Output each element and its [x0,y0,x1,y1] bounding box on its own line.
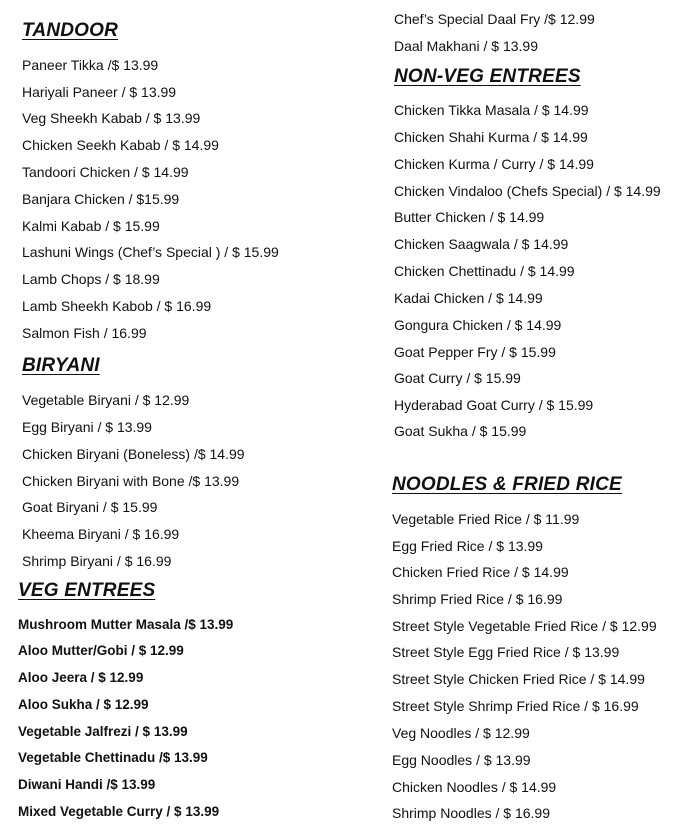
menu-item: Lashuni Wings (Chef’s Special ) / $ 15.99 [22,244,279,260]
menu-item: Shrimp Fried Rice / $ 16.99 [392,591,563,607]
menu-item: Kalmi Kabab / $ 15.99 [22,218,160,234]
menu-item: Goat Curry / $ 15.99 [394,370,521,386]
menu-item: Street Style Vegetable Fried Rice / $ 12.99 [392,618,657,634]
menu-item: Hariyali Paneer / $ 13.99 [22,84,177,100]
tandoor-heading: TANDOOR [22,20,119,41]
menu-item: Paneer Tikka /$ 13.99 [22,57,159,73]
menu-item: Chicken Biryani with Bone /$ 13.99 [22,473,240,489]
menu-item: Kadai Chicken / $ 14.99 [394,290,543,306]
menu-item: Goat Sukha / $ 15.99 [394,423,527,439]
menu-item: Aloo Sukha / $ 12.99 [18,697,149,712]
menu-item: Chicken Chettinadu / $ 14.99 [394,263,575,279]
menu-item: Vegetable Jalfrezi / $ 13.99 [18,724,188,739]
menu-item: Goat Pepper Fry / $ 15.99 [394,344,556,360]
menu-item: Hyderabad Goat Curry / $ 15.99 [394,397,594,413]
menu-item: Chicken Kurma / Curry / $ 14.99 [394,156,594,172]
menu-item: Egg Noodles / $ 13.99 [392,752,531,768]
non-veg-entrees-heading: NON-VEG ENTREES [394,66,581,87]
menu-item: Chef’s Special Daal Fry /$ 12.99 [394,11,595,27]
biryani-heading: BIRYANI [22,355,100,376]
menu-item: Street Style Shrimp Fried Rice / $ 16.99 [392,698,639,714]
menu-item: Chicken Seekh Kabab / $ 14.99 [22,137,219,153]
menu-item: Street Style Egg Fried Rice / $ 13.99 [392,644,620,660]
menu-item: Chicken Tikka Masala / $ 14.99 [394,102,589,118]
menu-item: Kheema Biryani / $ 16.99 [22,526,180,542]
menu-item: Chicken Noodles / $ 14.99 [392,779,557,795]
menu-item: Salmon Fish / 16.99 [22,325,147,341]
menu-item: Chicken Saagwala / $ 14.99 [394,236,569,252]
menu-item: Vegetable Chettinadu /$ 13.99 [18,750,208,765]
menu-item: Chicken Biryani (Boneless) /$ 14.99 [22,446,245,462]
menu-item: Shrimp Noodles / $ 16.99 [392,805,550,821]
menu-item: Goat Biryani / $ 15.99 [22,499,158,515]
menu-item: Chicken Fried Rice / $ 14.99 [392,564,569,580]
menu-item: Chicken Vindaloo (Chefs Special) / $ 14.99 [394,183,661,199]
menu-item: Aloo Jeera / $ 12.99 [18,670,144,685]
noodles-fried-rice-heading: NOODLES & FRIED RICE [392,474,622,495]
menu-item: Banjara Chicken / $15.99 [22,191,180,207]
menu-item: Butter Chicken / $ 14.99 [394,209,545,225]
menu-item: Gongura Chicken / $ 14.99 [394,317,562,333]
menu-item: Lamb Sheekh Kabob / $ 16.99 [22,298,212,314]
menu-item: Vegetable Fried Rice / $ 11.99 [392,511,580,527]
menu-item: Veg Sheekh Kabab / $ 13.99 [22,110,201,126]
menu-item: Egg Fried Rice / $ 13.99 [392,538,543,554]
menu-item: Mixed Vegetable Curry / $ 13.99 [18,804,220,819]
menu-item: Aloo Mutter/Gobi / $ 12.99 [18,643,184,658]
menu-item: Tandoori Chicken / $ 14.99 [22,164,189,180]
menu-item: Shrimp Biryani / $ 16.99 [22,553,172,569]
menu-item: Egg Biryani / $ 13.99 [22,419,152,435]
menu-item: Lamb Chops / $ 18.99 [22,271,160,287]
menu-item: Street Style Chicken Fried Rice / $ 14.99 [392,671,645,687]
menu-item: Mushroom Mutter Masala /$ 13.99 [18,617,234,632]
menu-item: Chicken Shahi Kurma / $ 14.99 [394,129,588,145]
menu-item: Daal Makhani / $ 13.99 [394,38,538,54]
menu-item: Veg Noodles / $ 12.99 [392,725,530,741]
menu-item: Vegetable Biryani / $ 12.99 [22,392,190,408]
veg-entrees-heading: VEG ENTREES [18,580,156,601]
menu-item: Diwani Handi /$ 13.99 [18,777,156,792]
